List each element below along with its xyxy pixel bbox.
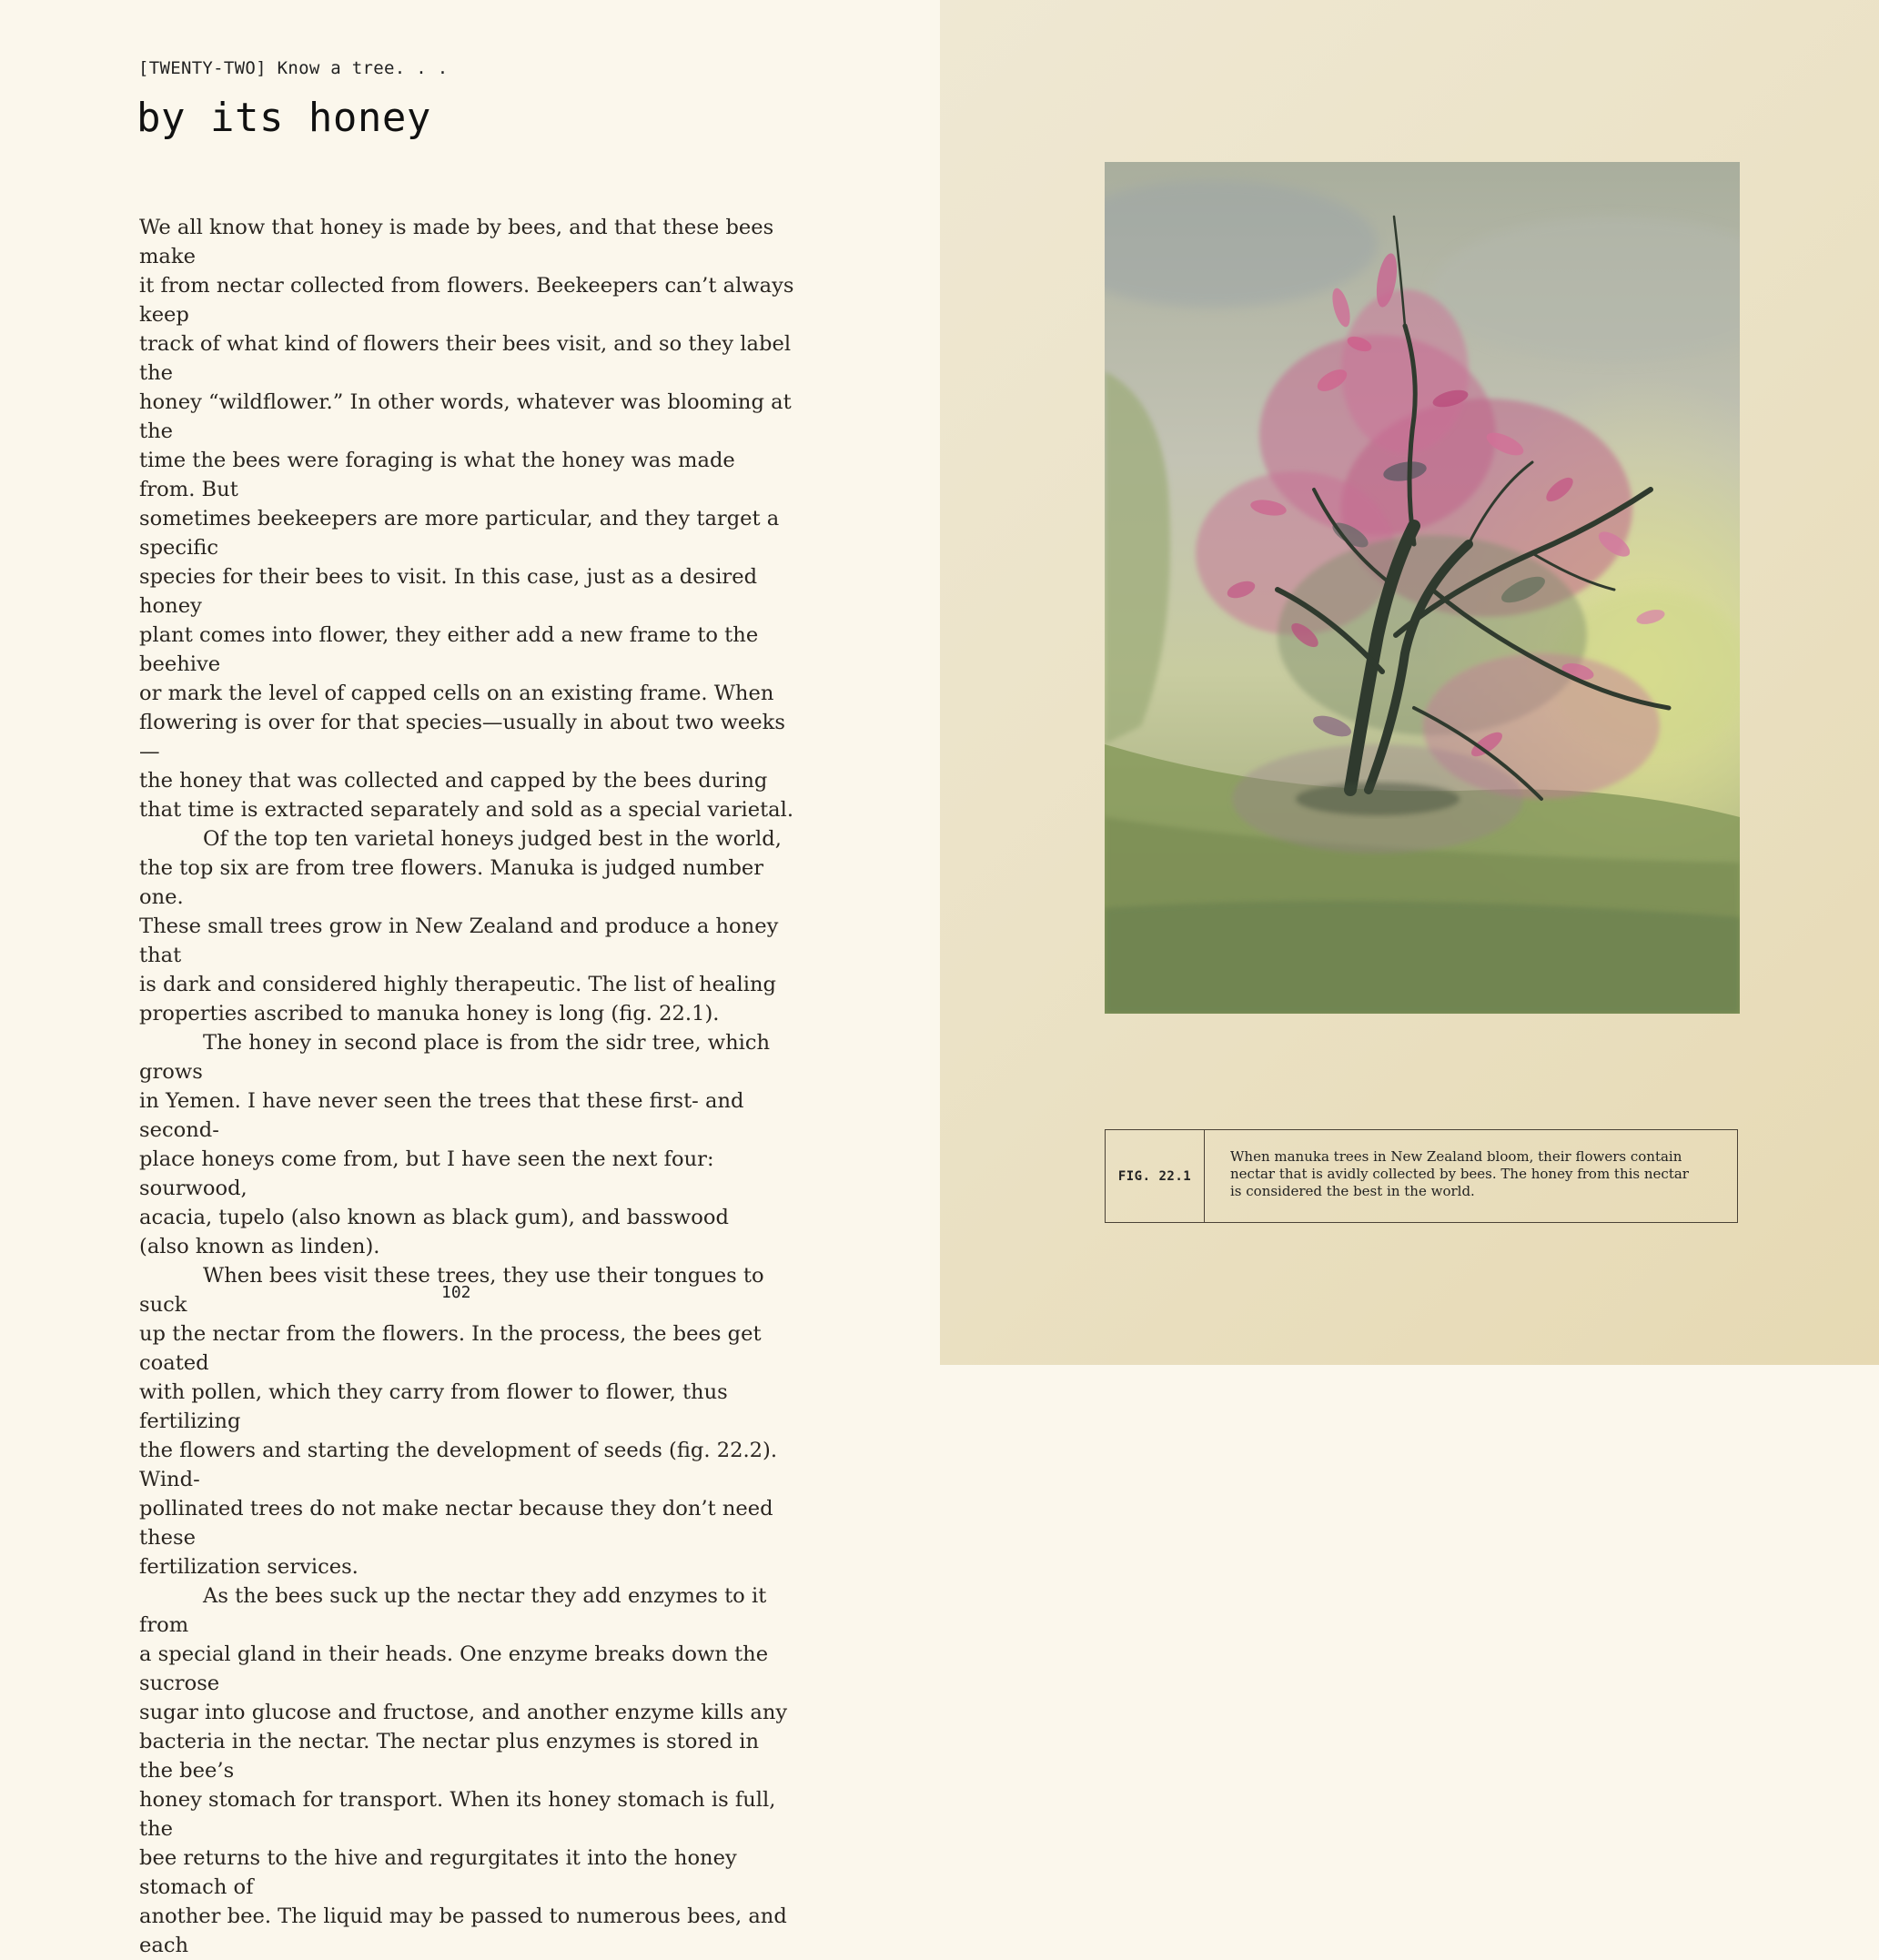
text-line: up the nectar from the flowers. In the process, the bees get coated bbox=[139, 1322, 762, 1375]
text-line: pollinated trees do not make nectar because they don’t need these bbox=[139, 1497, 773, 1550]
text-line: Of the top ten varietal honeys judged best in the world, bbox=[203, 827, 782, 851]
text-line: place honeys come from, but I have seen the next four: sourwood, bbox=[139, 1147, 714, 1200]
caption-line: is considered the best in the world. bbox=[1230, 1183, 1475, 1199]
figure-label: FIG. 22.1 bbox=[1106, 1130, 1205, 1222]
text-line: bee returns to the hive and regurgitates it into the honey stomach of bbox=[139, 1846, 737, 1899]
body-paragraph bbox=[139, 824, 794, 1028]
text-line: bacteria in the nectar. The nectar plus enzymes is stored in the bee’s bbox=[139, 1730, 760, 1783]
text-line: time the bees were foraging is what the honey was made from. But bbox=[139, 449, 735, 501]
text-line: properties ascribed to manuka honey is long (fig. 22.1). bbox=[139, 1002, 720, 1025]
body-paragraph bbox=[139, 213, 794, 824]
text-line: is dark and considered highly therapeutic. The list of healing bbox=[139, 973, 776, 996]
text-line: with pollen, which they carry from flower to flower, thus fertilizing bbox=[139, 1380, 728, 1433]
text-line: honey stomach for transport. When its honey stomach is full, the bbox=[139, 1788, 776, 1841]
text-line: another bee. The liquid may be passed to numerous bees, and each bbox=[139, 1904, 787, 1957]
text-line: the flowers and starting the development of seeds (fig. 22.2). Wind- bbox=[139, 1439, 778, 1491]
text-line: We all know that honey is made by bees, and that these bees make bbox=[139, 216, 774, 268]
page-number: 102 bbox=[441, 1283, 471, 1302]
body-text bbox=[139, 213, 794, 1960]
text-line: a special gland in their heads. One enzyme breaks down the sucrose bbox=[139, 1642, 769, 1695]
left-page bbox=[0, 0, 940, 1957]
caption-line: When manuka trees in New Zealand bloom, their flowers contain bbox=[1230, 1148, 1682, 1165]
text-line: sometimes beekeepers are more particular, and they target a specific bbox=[139, 507, 780, 560]
text-line: track of what kind of flowers their bees visit, and so they label the bbox=[139, 332, 792, 385]
text-line: sugar into glucose and fructose, and another enzyme kills any bbox=[139, 1701, 788, 1724]
body-paragraph bbox=[139, 1261, 794, 1581]
body-paragraph bbox=[139, 1581, 794, 1960]
text-line: species for their bees to visit. In this case, just as a desired honey bbox=[139, 565, 758, 618]
text-line: When bees visit these trees, they use their tongues to suck bbox=[139, 1264, 764, 1317]
page-title: by its honey bbox=[136, 95, 431, 141]
text-line: (also known as linden). bbox=[139, 1235, 380, 1258]
text-line: in Yemen. I have never seen the trees that these first- and second- bbox=[139, 1089, 744, 1142]
text-line: acacia, tupelo (also known as black gum), and basswood bbox=[139, 1206, 729, 1229]
chapter-label: [TWENTY-TWO] Know a tree. . . bbox=[138, 58, 449, 78]
text-line: plant comes into flower, they either add a new frame to the beehive bbox=[139, 623, 759, 676]
text-line: flowering is over for that species—usually in about two weeks— bbox=[139, 711, 785, 763]
text-line: or mark the level of capped cells on an existing frame. When bbox=[139, 682, 774, 705]
body-paragraph bbox=[139, 1028, 794, 1261]
text-line: These small trees grow in New Zealand and produce a honey that bbox=[139, 914, 779, 967]
text-line: the top six are from tree flowers. Manuka is judged number one. bbox=[139, 856, 764, 909]
caption-line: nectar that is avidly collected by bees. The honey from this nectar bbox=[1230, 1166, 1689, 1182]
figure-caption bbox=[1205, 1130, 1737, 1222]
text-line: honey “wildflower.” In other words, whatever was blooming at the bbox=[139, 390, 792, 443]
text-line: it from nectar collected from flowers. Beekeepers can’t always keep bbox=[139, 274, 794, 327]
text-line: The honey in second place is from the sidr tree, which grows bbox=[139, 1031, 771, 1084]
manuka-tree-illustration bbox=[1105, 162, 1740, 1014]
text-line: As the bees suck up the nectar they add enzymes to it from bbox=[139, 1584, 767, 1637]
text-line: fertilization services. bbox=[139, 1555, 359, 1579]
text-line: the honey that was collected and capped by the bees during bbox=[139, 769, 768, 793]
figure-caption-box bbox=[1105, 1129, 1738, 1223]
text-line: that time is extracted separately and sold as a special varietal. bbox=[139, 798, 794, 822]
